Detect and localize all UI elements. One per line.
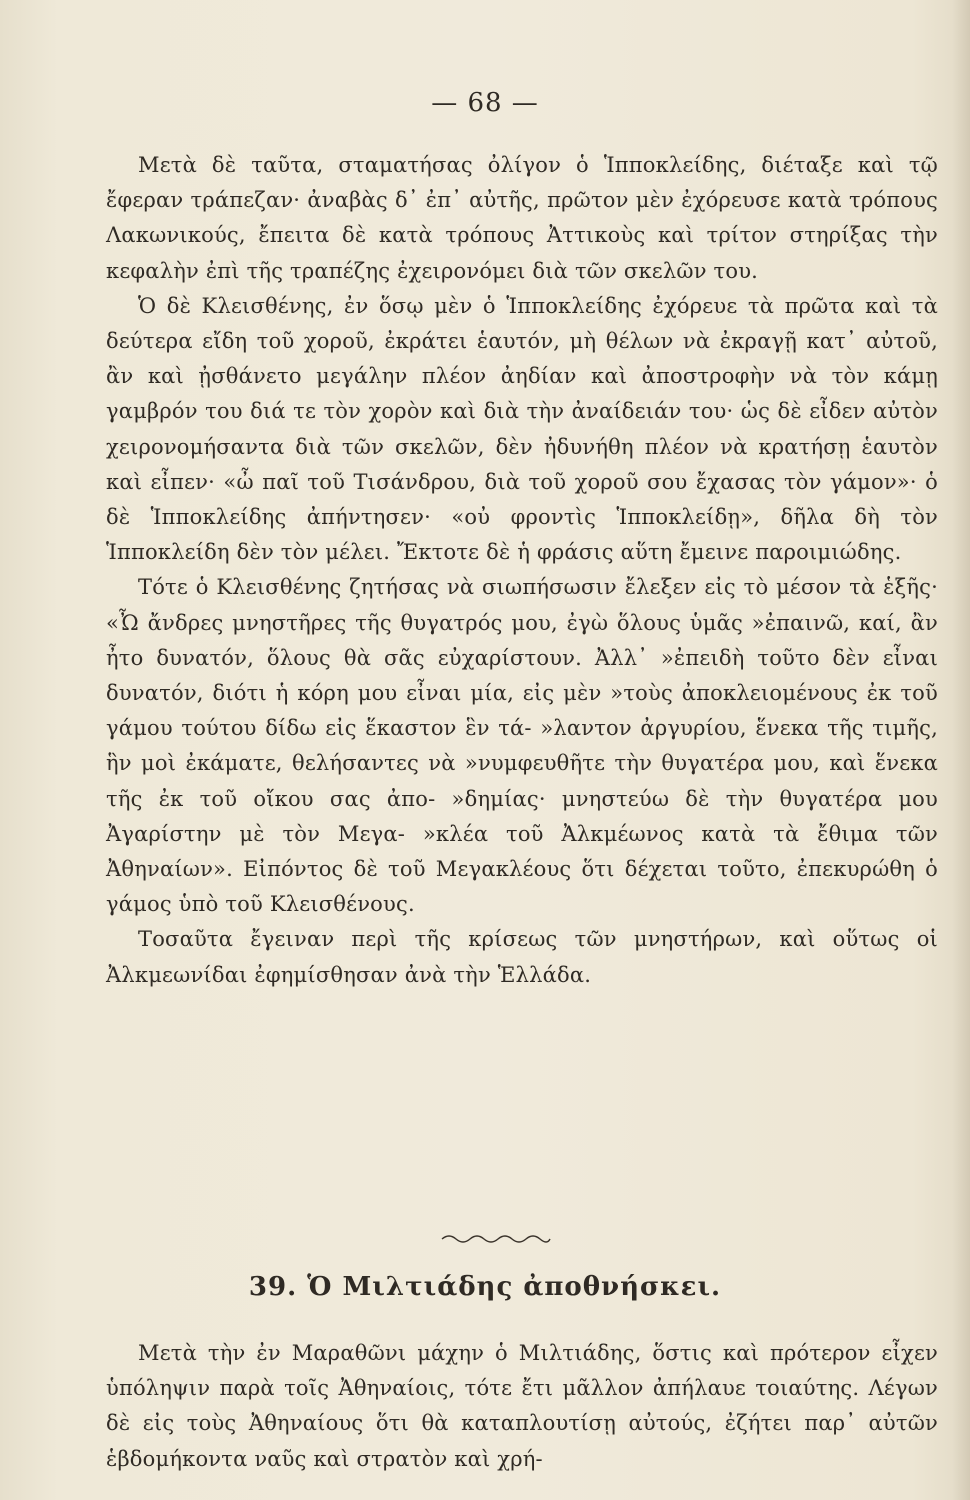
paragraph: Ὁ δὲ Κλεισθένης, ἐν ὅσῳ μὲν ὁ Ἱπποκλείδης ἐχόρευε τὰ πρῶτα καὶ τὰ δεύτερα εἴδη τοῦ χοροῦ, ἐκράτει ἑαυτόν, μὴ θέλων νὰ ἐκραγῇ κατ᾽ αὐτοῦ, ἂν καὶ ᾐσθάνετο μεγάλην πλέον ἀηδίαν καὶ ἀποστροφὴν νὰ τὸν κάμῃ γαμβρόν του διά τε τὸν χορὸν καὶ διὰ τὴν ἀναίδειάν του· ὡς δὲ εἶδεν αὐτὸν χειρονομήσαντα διὰ τῶν σκελῶν, δὲν ἠδυνήθη πλέον νὰ κρατήσῃ ἑαυτὸν καὶ εἶπεν· «ὦ παῖ τοῦ Τισάνδρου, διὰ τοῦ χοροῦ σου ἔχασας τὸν γάμον»· ὁ δὲ Ἱπποκλείδης ἀπήντησεν· «οὐ φροντὶς Ἱπποκλείδῃ», δῆλα δὴ τὸν Ἱπποκλείδη δὲν τὸν μέλει. Ἔκτοτε δὲ ἡ φράσις αὕτη ἔμεινε παροιμιώδης. [106,293,938,565]
main-text [106,148,938,993]
chapter-text [106,1336,938,1477]
paragraph: Μετὰ τὴν ἐν Μαραθῶνι μάχην ὁ Μιλτιάδης, ὅστις καὶ πρότερον εἶχεν ὑπόληψιν παρὰ τοῖς Ἀθηναίοις, τότε ἔτι μᾶλλον ἀπήλαυε τοιαύτης. Λέγων δὲ εἰς τοὺς Ἀθηναίους ὅτι θὰ καταπλουτίσῃ αὐτούς, ἐζήτει παρ᾽ αὐτῶν ἑβδομήκοντα ναῦς καὶ στρατὸν καὶ χρή- [106,1341,938,1471]
section-divider-ornament [440,1232,552,1246]
page-edge-shadow [952,0,970,1500]
paragraph: Τοσαῦτα ἔγειναν περὶ τῆς κρίσεως τῶν μνηστήρων, καὶ οὕτως οἱ Ἀλκμεωνίδαι ἐφημίσθησαν ἀνὰ τὴν Ἑλλάδα. [106,927,938,987]
chapter-title: 39. Ὁ Μιλτιάδης ἀποθνήσκει. [248,1272,722,1302]
paragraph: Μετὰ δὲ ταῦτα, σταματήσας ὀλίγον ὁ Ἱπποκλείδης, διέταξε καὶ τῷ ἔφεραν τράπεζαν· ἀναβὰς δ᾽ ἐπ᾽ αὐτῆς, πρῶτον μὲν ἐχόρευσε κατὰ τρόπους Λακωνικούς, ἔπειτα δὲ κατὰ τρόπους Ἀττικοὺς καὶ τρίτον στηρίξας τὴν κεφαλὴν ἐπὶ τῆς τραπέζης ἐχειρονόμει διὰ τῶν σκελῶν του. [106,153,938,283]
paragraph: Τότε ὁ Κλεισθένης ζητήσας νὰ σιωπήσωσιν ἔλεξεν εἰς τὸ μέσον τὰ ἑξῆς· «Ὦ ἄνδρες μνηστῆρες τῆς θυγατρός μου, ἐγὼ ὅλους ὑμᾶς »ἐπαινῶ, καί, ἂν ἦτο δυνατόν, ὅλους θὰ σᾶς εὐχαρίστουν. Ἀλλ᾽ »ἐπειδὴ τοῦτο δὲν εἶναι δυνατόν, διότι ἡ κόρη μου εἶναι μία, εἰς μὲν »τοὺς ἀποκλειομένους ἐκ τοῦ γάμου τούτου δίδω εἰς ἕκαστον ἓν τά- »λαντον ἀργυρίου, ἕνεκα τῆς τιμῆς, ἣν μοὶ ἐκάματε, θελήσαντες νὰ »νυμφευθῆτε τὴν θυγατέρα μου, καὶ ἕνεκα τῆς ἐκ τοῦ οἴκου σας ἀπο- »δημίας· μνηστεύω δὲ τὴν θυγατέρα μου Ἀγαρίστην μὲ τὸν Μεγα- »κλέα τοῦ Ἀλκμέωνος κατὰ τὰ ἔθιμα τῶν Ἀθηναίων». Εἰπόντος δὲ τοῦ Μεγακλέους ὅτι δέχεται τοῦτο, ἐπεκυρώθη ὁ γάμος ὑπὸ τοῦ Κλεισθένους. [106,575,938,917]
page-number: — 68 — [431,88,539,118]
